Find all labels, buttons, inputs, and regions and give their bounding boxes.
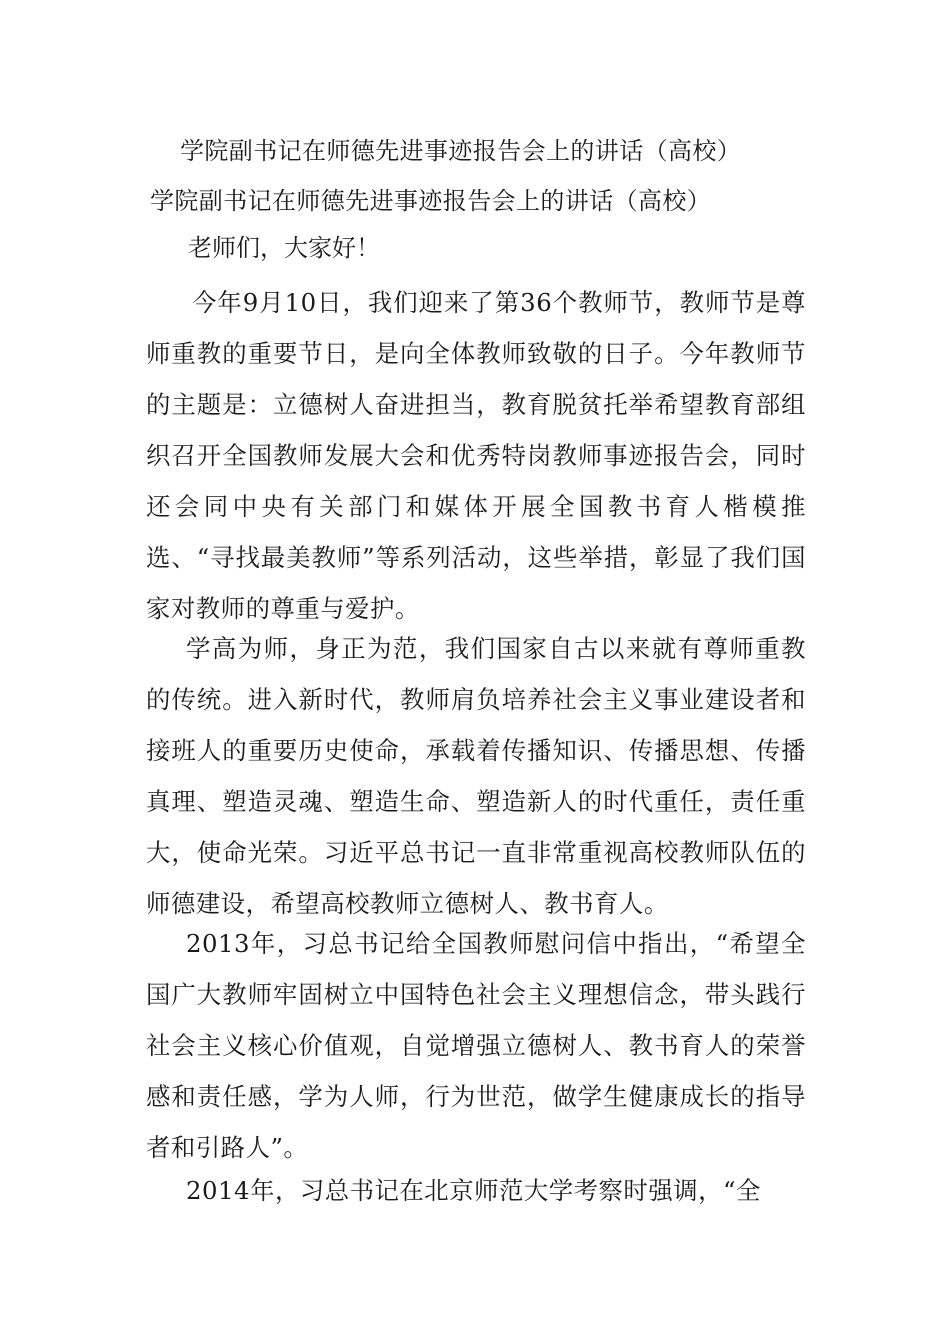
document-title: 学院副书记在师德先进事迹报告会上的讲话（高校）: [180, 137, 742, 165]
paragraph: 学高为师，身正为范，我们国家自古以来就有尊师重教的传统。进入新时代，教师肩负培养社会主义事业建设者和接班人的重要历史使命，承载着传播知识、传播思想、传播真理、塑造灵魂、塑造生命、塑造新人的时代重任，责任重大，使命光荣。习近平总书记一直非常重视高校教师队伍的师德建设，希望高校教师立德树人、教书育人。: [146, 634, 806, 918]
document-subtitle: 学院副书记在师德先进事迹报告会上的讲话（高校）: [150, 187, 712, 215]
paragraph: 今年9月10日，我们迎来了第36个教师节，教师节是尊师重教的重要节日，是向全体教师致敬的日子。今年教师节的主题是：立德树人奋进担当，教育脱贫托举希望教育部组织召开全国教师发展大会和优秀特岗教师事迹报告会，同时还会同中央有关部门和媒体开展全国教书育人楷模推选、“寻找最美教师”等系列活动，这些举措，彰显了我们国家对教师的尊重与爱护。: [146, 288, 806, 623]
greeting: 老师们，大家好！: [188, 234, 380, 262]
paragraph: 2014年，习总书记在北京师范大学考察时强调，“全: [186, 1176, 761, 1205]
paragraph: 2013年，习总书记给全国教师慰问信中指出，“希望全国广大教师牢固树立中国特色社会主义理想信念，带头践行社会主义核心价值观，自觉增强立德树人、教书育人的荣誉感和责任感，学为人师，行为世范，做学生健康成长的指导者和引路人”。: [146, 929, 806, 1162]
